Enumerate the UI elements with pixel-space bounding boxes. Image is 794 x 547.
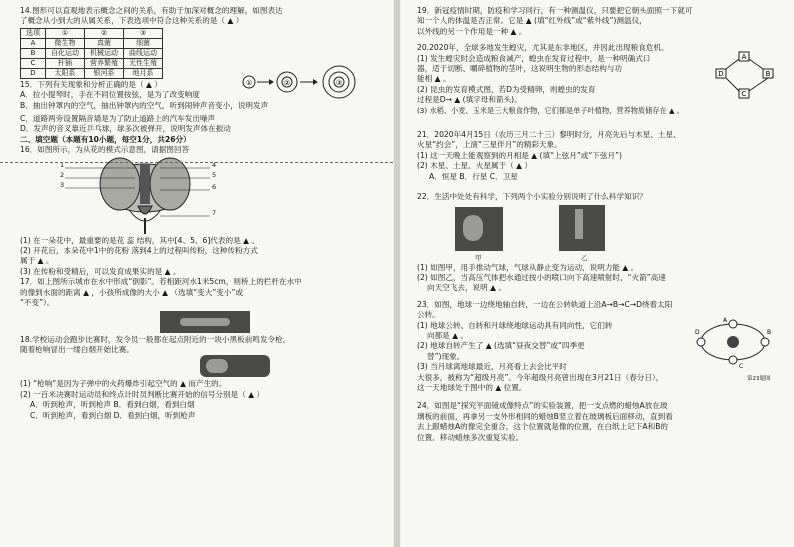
q23-line: (3) 当月球离地球最近，月亮看上去会比平时 bbox=[417, 362, 567, 372]
svg-text:B: B bbox=[765, 70, 771, 79]
q20-line: 器，适于切断、嚼碎植物的茎叶，这说明生物的形态结构与功 bbox=[417, 64, 623, 74]
question-24 bbox=[417, 401, 776, 443]
page-fold bbox=[394, 0, 400, 547]
q22-line: (2) 如图乙，当高压气体把水通过按小的喷口向下高速喷射时，“火箭”高速 bbox=[417, 272, 666, 282]
q23-line: 这一天地球处于图中的 ▲ 位置。 bbox=[417, 382, 527, 392]
flower-label: 3 bbox=[60, 180, 65, 189]
table-cell: A bbox=[21, 38, 46, 48]
table-cell: 微生物 bbox=[46, 38, 85, 48]
flower-label: 7 bbox=[212, 208, 217, 217]
table-row bbox=[21, 48, 163, 58]
q16-part: 属于 ▲ 。 bbox=[20, 256, 54, 266]
q22-line: 22．生活中处处有科学，下列两个小实验分别说明了什么科学知识？ bbox=[417, 192, 647, 202]
q23-line: (1) 地球公转、自转和月球绕地球运动具有同向性，它们转 bbox=[417, 320, 613, 330]
table-cell: C bbox=[21, 58, 46, 68]
right-page bbox=[401, 0, 794, 547]
q23-line: 替”)现象。 bbox=[427, 351, 465, 361]
svg-text:D: D bbox=[718, 70, 724, 79]
q20-line: (2) 昆虫的发育模式图，若D为受精卵，则蝗虫的发育 bbox=[417, 84, 596, 94]
q21-line: (2) 木星、土星、火星属于（ ▲ ） bbox=[417, 161, 532, 171]
q16-intro: 16．如图所示，为从花的模式示意图，请据图回答 bbox=[20, 145, 190, 155]
q23-line: 向都是 ▲ 。 bbox=[427, 330, 469, 340]
svg-text:A: A bbox=[741, 53, 747, 62]
question-23 bbox=[417, 300, 776, 394]
q15-option: A．拉小提琴时，手在不同位置按弦，是为了改变响度 bbox=[20, 90, 200, 100]
table-cell: 银河系 bbox=[85, 68, 124, 78]
q20-line: (1) 发生蝗灾时会造成粮食减产，蝗虫在发育过程中，是一种明确式口 bbox=[417, 53, 651, 63]
q20-line: 能相 ▲ 。 bbox=[417, 74, 451, 84]
q21-option: A．恒星 B．行星 C．卫星 bbox=[429, 171, 518, 181]
q17-line: “不变”）。 bbox=[20, 298, 55, 308]
table-cell: 机械运动 bbox=[85, 48, 124, 58]
table-header: ③ bbox=[124, 28, 163, 38]
table-cell: 营养繁殖 bbox=[85, 58, 124, 68]
q15-line: 15．下列有关现象和分析正确的是（ ▲ ） bbox=[20, 79, 162, 89]
table-cell: 真菌 bbox=[85, 38, 124, 48]
q20-line: (3) 水稻、小麦、玉米是三大粮食作物，它们都是单子叶植物，营养物质储存在 ▲ 。 bbox=[417, 105, 684, 115]
table-cell: D bbox=[21, 68, 46, 78]
q20-line: 过程是D→ ▲ (填字母和箭头)。 bbox=[417, 95, 522, 105]
svg-text:C: C bbox=[739, 362, 744, 370]
q17-line: 的像到水面的距离 ▲ ，小孩所成像的大小 ▲ （选填“变大”变小”或 bbox=[20, 287, 243, 297]
earth-orbit-diagram bbox=[693, 314, 773, 374]
question-21 bbox=[417, 130, 776, 182]
circle-label-2: ② bbox=[283, 79, 291, 87]
q22-line: (1) 如图甲，用手推动气球，气球从静止变为运动，说明力能 ▲ 。 bbox=[417, 262, 639, 272]
table-cell: B bbox=[21, 48, 46, 58]
q23-line: 公转。 bbox=[417, 310, 440, 320]
q24-line: 去上跟蜡烛A的像完全重合，这个位置就是像的位置，在白纸上记下A和B的 bbox=[417, 422, 669, 432]
circle-label-3: ③ bbox=[335, 79, 343, 87]
q15-option: C．道路两旁设置隔音墙是为了防止道路上的汽车发出噪声 bbox=[20, 114, 216, 124]
flower-label: 1 bbox=[60, 160, 65, 169]
q23-line: 大很多，被称为“超级月亮”。今年超级月亮曾出现在3月21日（春分日）， bbox=[417, 372, 664, 382]
q24-line: 24．如图是“探究平面镜成像特点”的实验装置，把一支点燃的蜡烛A放在玻 bbox=[417, 401, 668, 411]
q19-line: 19．新冠疫情时期，防疫和学习同行，有一种测温仪，只要把它朝头面照一下就可 bbox=[417, 6, 693, 15]
q15-option: D．发声的音叉靠近乒乓球，球多次被弹开，说明发声体在振动 bbox=[20, 124, 231, 134]
svg-text:A: A bbox=[723, 316, 728, 324]
table-cell: 细菌 bbox=[124, 38, 163, 48]
question-16 bbox=[20, 145, 383, 277]
flower-label: 4 bbox=[212, 160, 217, 169]
table-header: ① bbox=[46, 28, 85, 38]
table-row bbox=[21, 68, 163, 78]
q14-line: 14.图形可以直观地表示概念之间的关系，有助于加深对概念的理解，如图表达 bbox=[20, 6, 283, 15]
table-row bbox=[21, 58, 163, 68]
q18-line: (2) 一百米决赛时运动员和终点计时员判断比赛开始的信号分别是（ ▲ ） bbox=[20, 389, 265, 399]
insect-lifecycle-diagram bbox=[715, 51, 775, 101]
q18-option: C．听到枪声，看到白烟 D．看到白烟，听到枪声 bbox=[30, 410, 196, 420]
q16-part: (2) 开花后，本朵花中1中的花粉 落到4上的过程叫传粉，这种传粉方式 bbox=[20, 246, 258, 256]
q22-photos bbox=[417, 203, 776, 263]
table-cell: 太阳系 bbox=[46, 68, 85, 78]
table-header: ② bbox=[85, 28, 124, 38]
left-page bbox=[0, 0, 393, 547]
q21-line: 火星“约会”，上演“三星伴月”的精彩天象。 bbox=[417, 140, 562, 150]
q19-line: 知一个人的体温是否正常。它是 ▲ (填“红外线”或“紫外线”)测温仪， bbox=[417, 16, 647, 26]
question-17 bbox=[20, 277, 383, 334]
q15-option: B．抽出钟罩内的空气，抽出钟罩内的空气，听到闹钟声音变小，说明发声 bbox=[20, 100, 269, 110]
q16-part: (3) 在传粉和受精后，可以发育成果实的是 ▲ 。 bbox=[20, 266, 181, 276]
q18-line: 18.学校运动会跑步比赛时，发令员一般都在起点附近的一块小黑板前鸣发令枪， bbox=[20, 334, 291, 344]
table-row bbox=[21, 38, 163, 48]
flower-illustration bbox=[60, 156, 230, 236]
q14-line: 了概念从小到大的从属关系，下表选项中符合这种关系的是（ ▲ ） bbox=[20, 16, 244, 26]
table-cell: 自化运动 bbox=[46, 48, 85, 58]
section-heading: 二、填空题（本题有10小题，每空1分，共26分） bbox=[20, 134, 191, 144]
starting-gun-photo bbox=[20, 355, 383, 379]
figure-note: 第23题图 bbox=[747, 375, 771, 382]
q21-line: 21．2020年4月15日（农历三月二十三）黎明时分，月亮先后与木星、土星、 bbox=[417, 130, 681, 140]
q23-line: (2) 地球自转产生了 ▲ (选填“昼夜交替”或“四季更 bbox=[417, 341, 585, 351]
table-cell: 曲线运动 bbox=[124, 48, 163, 58]
flower-label: 5 bbox=[212, 170, 217, 179]
question-22 bbox=[417, 192, 776, 294]
flower-label: 2 bbox=[60, 170, 65, 179]
q22-line: 向天空飞去，说明 ▲ 。 bbox=[427, 283, 507, 293]
svg-text:C: C bbox=[741, 90, 747, 99]
q23-line: 23．如图，地球一边绕地轴自转，一边在公转轨道上沿A→B→C→D绕着太阳 bbox=[417, 299, 673, 309]
q16-part: (1) 在一朵花中，最重要的是花 蕊 结构，其中[4、5、6]代表的是 ▲ 。 bbox=[20, 235, 259, 245]
question-20 bbox=[417, 43, 776, 116]
q18-line: (1) “枪响”是因为子弹中的火药爆炸引起空气的 ▲ 而产生的。 bbox=[20, 379, 227, 389]
q21-line: (1) 这一天晚上能观察到的月相是 ▲ (填“上弦月”或“下弦月”) bbox=[417, 150, 622, 160]
flower-figure bbox=[20, 156, 383, 236]
question-18 bbox=[20, 335, 383, 421]
q20-line: 20.2020年，全球多地发生蝗灾，尤其是东非地区，并因此出现粮食危机。 bbox=[417, 43, 669, 53]
q24-line: 璃板的前面，再拿另一支外形相同的蜡烛B竖立着在玻璃板后面移动，直到看 bbox=[417, 411, 673, 421]
q24-line: 位置。移动蜡烛多次重复实验。 bbox=[417, 432, 524, 442]
concept-circles-diagram bbox=[235, 64, 375, 104]
q17-line: 17．如上图所示城市在水中形成“倒影”。若相距河水1米5cm，则桥上的栏杆在水中 bbox=[20, 277, 302, 287]
photo-caption: 甲 bbox=[475, 253, 482, 262]
photo-caption: 乙 bbox=[581, 253, 588, 262]
table-header: 选项 bbox=[21, 28, 46, 38]
q19-line: 以外线的另一个作用是一种 ▲ 。 bbox=[417, 26, 527, 36]
circle-label-1: ① bbox=[245, 79, 253, 87]
table-cell: 杆插 bbox=[46, 58, 85, 68]
flower-label: 6 bbox=[212, 182, 217, 191]
q14-options-table bbox=[20, 28, 163, 79]
q18-line: 随着枪响冒出一缕白烟开始比赛。 bbox=[20, 344, 134, 354]
svg-text:B: B bbox=[767, 328, 772, 336]
table-cell: 无性生殖 bbox=[124, 58, 163, 68]
page-cut-line bbox=[0, 162, 393, 163]
table-cell: 地月系 bbox=[124, 68, 163, 78]
question-19 bbox=[417, 6, 776, 37]
q18-option: A．听到枪声，听到枪声 B．看到白烟，看到白烟 bbox=[30, 400, 195, 410]
svg-text:D: D bbox=[695, 328, 700, 336]
bridge-photo bbox=[20, 309, 383, 335]
